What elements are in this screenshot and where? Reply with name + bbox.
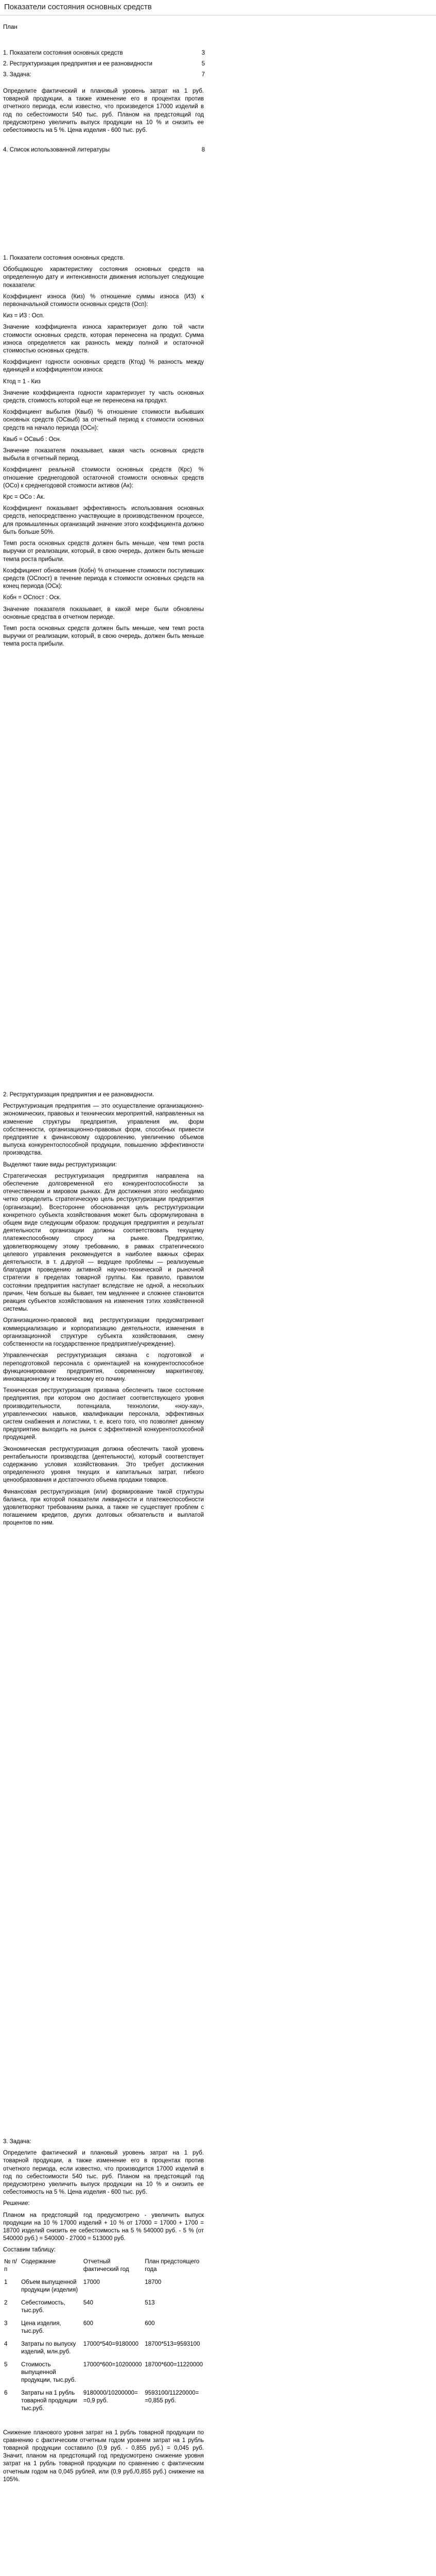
paragraph: Коэффициент износа (Киз) % отношение суммы износа (ИЗ) к первоначальной стоимости основных средств (Осп): [3, 293, 204, 308]
formula: Ктод = 1 - Киз [3, 378, 41, 385]
table-cell: 9593100/11220000= =0,855 руб. [145, 2389, 199, 2404]
title-bar [0, 0, 436, 15]
section-1 [3, 255, 204, 652]
table-header: Содержание [21, 2258, 56, 2265]
paragraph: Значение показателя показывает, в какой мере были обновлены основные средства в отчетном периоде. [3, 606, 204, 620]
table-cell: 2 [4, 2299, 8, 2306]
toc-item-label: 4. Список использованной литературы [3, 147, 110, 153]
table-cell: 9180000/10200000= =0,9 руб. [83, 2389, 138, 2404]
toc-item-label: 1. Показатели состояния основных средств [3, 50, 123, 56]
paragraph: Выделяют такие виды реструктуризации: [3, 1161, 117, 1168]
toc-item-label: 2. Реструктуризация предприятия и ее разновидности [3, 61, 153, 67]
table-row [3, 2389, 204, 2418]
table-cell: 1 [4, 2279, 8, 2285]
plan-label: План [3, 24, 18, 30]
table-row [3, 2279, 204, 2299]
table-cell: 540 [83, 2299, 94, 2306]
toc-item [3, 146, 205, 154]
table-cell: Цена изделия, тыс.руб. [21, 2320, 61, 2334]
table-cell: 4 [4, 2341, 8, 2347]
toc-item [3, 49, 205, 57]
table-cell: Затраты по выпуску изделий, млн.руб. [21, 2341, 76, 2355]
toc-item-page: 5 [201, 61, 205, 67]
table-header: Отчетный фактический год [83, 2258, 129, 2273]
paragraph: Значение показателя показывает, какая часть основных средств выбыла в отчетный период. [3, 448, 204, 462]
paragraph: Коэффициент показывает эффективность использования основных средств, непосредственно участвующие в производственном процессе, для промышленных организаций значение этого коэффициента должно быть больше 50%. [3, 505, 204, 535]
paragraph: Коэффициент годности основных средств (Ктод) % разность между единицей и коэффициентом износа: [3, 359, 204, 374]
paragraph: Коэффициент выбытия (Квыб) % отношение стоимости выбывших основных средств (ОСвыб) за отчетный период к стоимости основных средств на начало периода (ОСн): [3, 409, 204, 431]
table-cell: 18700*600=11220000 [145, 2361, 203, 2368]
toc-item-page: 3 [201, 50, 205, 56]
table-row [3, 2361, 204, 2389]
table-cell: 18700*513=9593100 [145, 2341, 200, 2347]
plan-label-block [3, 24, 204, 35]
task-summary [3, 88, 204, 138]
solution-label: Решение: [3, 2200, 30, 2207]
paragraph: Управленческая реструктуризация связана с подготовкой и переподготовкой персонала с ориентацией на конкурентоспособное функционирование предприятия, современному маркетингову, инновационному и техническому его почину. [3, 1352, 204, 1382]
table-row [3, 2299, 204, 2320]
section-heading: 1. Показатели состояния основных средств. [3, 255, 125, 261]
solution-text: Планом на предстоящий год предусмотрено - увеличить выпуск продукции на 10 % 17000 изделий + 10 % от 17000 = 17000 + 1700 = 18700 изделий снизить ее себестоимость на 5 % 540000 руб. - 5 % (от 540000 руб.) = 540000 - 27000 = 513000 руб. [3, 2212, 204, 2242]
table-label: Составим таблицу: [3, 2247, 56, 2253]
table-cell: 3 [4, 2320, 8, 2327]
paragraph: Техническая реструктуризация призвана обеспечить такое состояние предприятия, при котором оно достигает соответствующего уровня производительности, потенциала, технологии, «ноу-хау», управленческих навыков, квалификации персонала, эффективных систем снабжения и логистики, т. е. всего того, что позволяет данному предприятию выходить на рынок с эффективной конкурентоспособной продукцией. [3, 1387, 204, 1441]
toc-item [3, 60, 205, 68]
table-cell: 6 [4, 2389, 8, 2396]
section-heading: 3. Задача: [3, 2139, 31, 2145]
table-cell: 513 [145, 2299, 155, 2306]
table-cell: Стоимость выпущенной продукции, тыс.руб. [21, 2361, 76, 2383]
table-cell: 600 [145, 2320, 155, 2327]
table-cell: Себестоимость, тыс.руб. [21, 2299, 65, 2314]
paragraph: Реструктуризация предприятия — это осуществление организационно-экономических, правовых и технических мероприятий, направленных на изменение структуры предприятия, управления им, форм собственности, организационно-правовых форм, способных привести предприятие к финансовому оздоровлению, увеличению объемов выпуска конкурентоспособной продукции, повышению эффективности производства. [3, 1103, 204, 1157]
formula: Кобн = ОСпост : Оск. [3, 595, 61, 601]
table-cell: 18700 [145, 2279, 162, 2285]
table-cell: 17000*540=9180000 [83, 2341, 139, 2347]
section-heading: 2. Реструктуризация предприятия и ее разновидности. [3, 1092, 154, 1098]
task-summary-text: Определите фактический и плановый уровень затрат на 1 руб. товарной продукции, а также изменение его в процентах против отчетного периода, если известно, что произведется 17000 изделий в год по себестоимости 540 тыс. руб. Планом на предстоящий год предусмотрено увеличить выпуск продукции на 10 % и снизить ее себестоимость на 5 %. Цена изделия - 600 тыс. руб. [3, 88, 204, 134]
section-2 [3, 1091, 204, 1531]
table-cell: Затраты на 1 рубль товарной продукции тыс.руб. [21, 2389, 77, 2412]
toc-item [3, 71, 205, 79]
table-cell: 17000*600=10200000 [83, 2361, 142, 2368]
paragraph: Организационно-правовой вид реструктуризации предусматривает коммерциализацию и корпоратизацию деятельности, изменения в организационной структуре субъекта хозяйствования, смену собственности на государственное предприятие/учреждение). [3, 1317, 204, 1348]
paragraph: Финансовая реструктуризация (или) формирование такой структуры баланса, при которой показатели ликвидности и платежеспособности удовлетворяют требованиям рынка, а также не существует проблем с погашением кредитов, других долговых обязательств и выплатой процентов по ним. [3, 1488, 204, 1527]
paragraph: Экономическая реструктуризация должна обеспечить такой уровень рентабельности производства (деятельности), который соответствует содержанию условия хозяйствования. Это требует достижения определенного уровня текущих и капитальных затрат, гибкого ценообразования и достаточного объема продажи товаров. [3, 1446, 204, 1484]
formula: Квыб = ОСвыб : Осн. [3, 436, 61, 443]
paragraph: Значение коэффициента годности характеризует ту часть основных средств, стоимость которой еще не перенесена на продукт. [3, 389, 204, 404]
table-row [3, 2320, 204, 2341]
paragraph: Коэффициент обновления (Кобн) % отношение стоимости поступивших средств (ОСпост) в течение периода к стоимости основных средств на конец периода (ОСк): [3, 567, 204, 590]
table-cell: 5 [4, 2361, 8, 2368]
paragraph: Коэффициент реальной стоимости основных средств (Крс) % отношение среднегодовой остаточной стоимости основных средств (ОСо) к среднегодовой стоимости активов (Ак): [3, 467, 204, 489]
section-3 [3, 2138, 204, 2487]
paragraph: Темп роста основных средств должен быть меньше, чем темп роста выручки от реализации, который, в свою очередь, должен быть меньше темпа роста прибыли. [3, 540, 204, 563]
table-row [3, 2341, 204, 2361]
table-of-contents [3, 49, 205, 82]
toc-item-page: 7 [201, 72, 205, 78]
page-title: Показатели состояния основных средств [4, 3, 152, 11]
table-cell: 17000 [83, 2279, 100, 2285]
toc-item-label: 3. Задача: [3, 72, 31, 78]
table-cell: 600 [83, 2320, 94, 2327]
paragraph: Стратегическая реструктуризация предприятия направлена на обеспечение долговременной его конкурентоспособности за отечественном и мировом рынках. Для достижения этого необходимо четко определить стратегическую цель реструктуризации предприятия (организации). Всесторонне обоснованная цель реструктуризации конкретного субъекта хозяйствования может быть сформулирована в общем виде следующим образом: продукция предприятия и результат деятельности организации должны соответствовать текущему платежеспособному спросу на рынке. Предприятию, удовлетворяющему этому требованию, в рамках стратегического целевого управления рекомендуется в наиболее важных сферах деятельности, в т. д.другой — ведущее проблемы — реализуемые благодаря проведению активной научно-технической и рыночной стратегии в пределах товарной группы. Как правило, правилом состоянии предприятия наступает вследствие не одной, а нескольких причин. Чем больше вы бывает, тем медленнее и сложнее становится реакция субъектов хозяйствования на изменения тэтих хозяйственной системы. [3, 1173, 204, 1313]
table-header: № п/п [4, 2258, 17, 2273]
toc-bibliography [3, 146, 205, 157]
task-text: Определите фактический и плановый уровень затрат на 1 руб. товарной продукции, а также изменение его в процентах против отчетного периода, если известно, что производится 17000 изделий в год по себестоимости 540 тыс. руб. Планом на предстоящий год предусмотрено увеличить выпуск продукции на 10 % и снизить ее себестоимость на 5 %. Цена изделия - 600 тыс. руб. [3, 2150, 204, 2196]
results-table [3, 2258, 204, 2418]
paragraph: Значение коэффициента износа характеризует долю той части стоимости основных средств, которая перенесена на продукт. Сумма износа определяется как разность между полной и остаточной стоимостью основных средств. [3, 324, 204, 354]
table-header-row [3, 2258, 204, 2279]
conclusion-text: Снижение планового уровня затрат на 1 рубль товарной продукции по сравнению с фактическим отчетным годом уровнем затрат на 1 рубль товарной продукции составило (0,9 руб. - 0,855 руб.) = 0,045 руб. Значит, планом на предстоящий год предусмотрено снижение уровня затрат на 1 рубль товарной продукции по сравнению с фактическим отчетным годом на 0,045 рублей, или (0,9 руб./0,855 руб.) снижение на 105%. [3, 2429, 204, 2483]
paragraph: Темп роста основных средств должен быть меньше, чем темп роста выручки от реализации, который, в свою очередь, должен быть меньше темпа роста прибыли. [3, 625, 204, 648]
table-header: План предстоящего года [145, 2258, 200, 2273]
formula: Киз = И3 : Осп. [3, 313, 44, 319]
formula: Крс = ОСо : Ак. [3, 494, 45, 501]
paragraph: Обобщающую характеристику состояния основных средств на определенную дату и интенсивности движения использует следующие показатели: [3, 266, 204, 289]
toc-item-page: 8 [201, 147, 205, 153]
table-cell: Объем выпущенной продукции (изделия) [21, 2279, 78, 2293]
